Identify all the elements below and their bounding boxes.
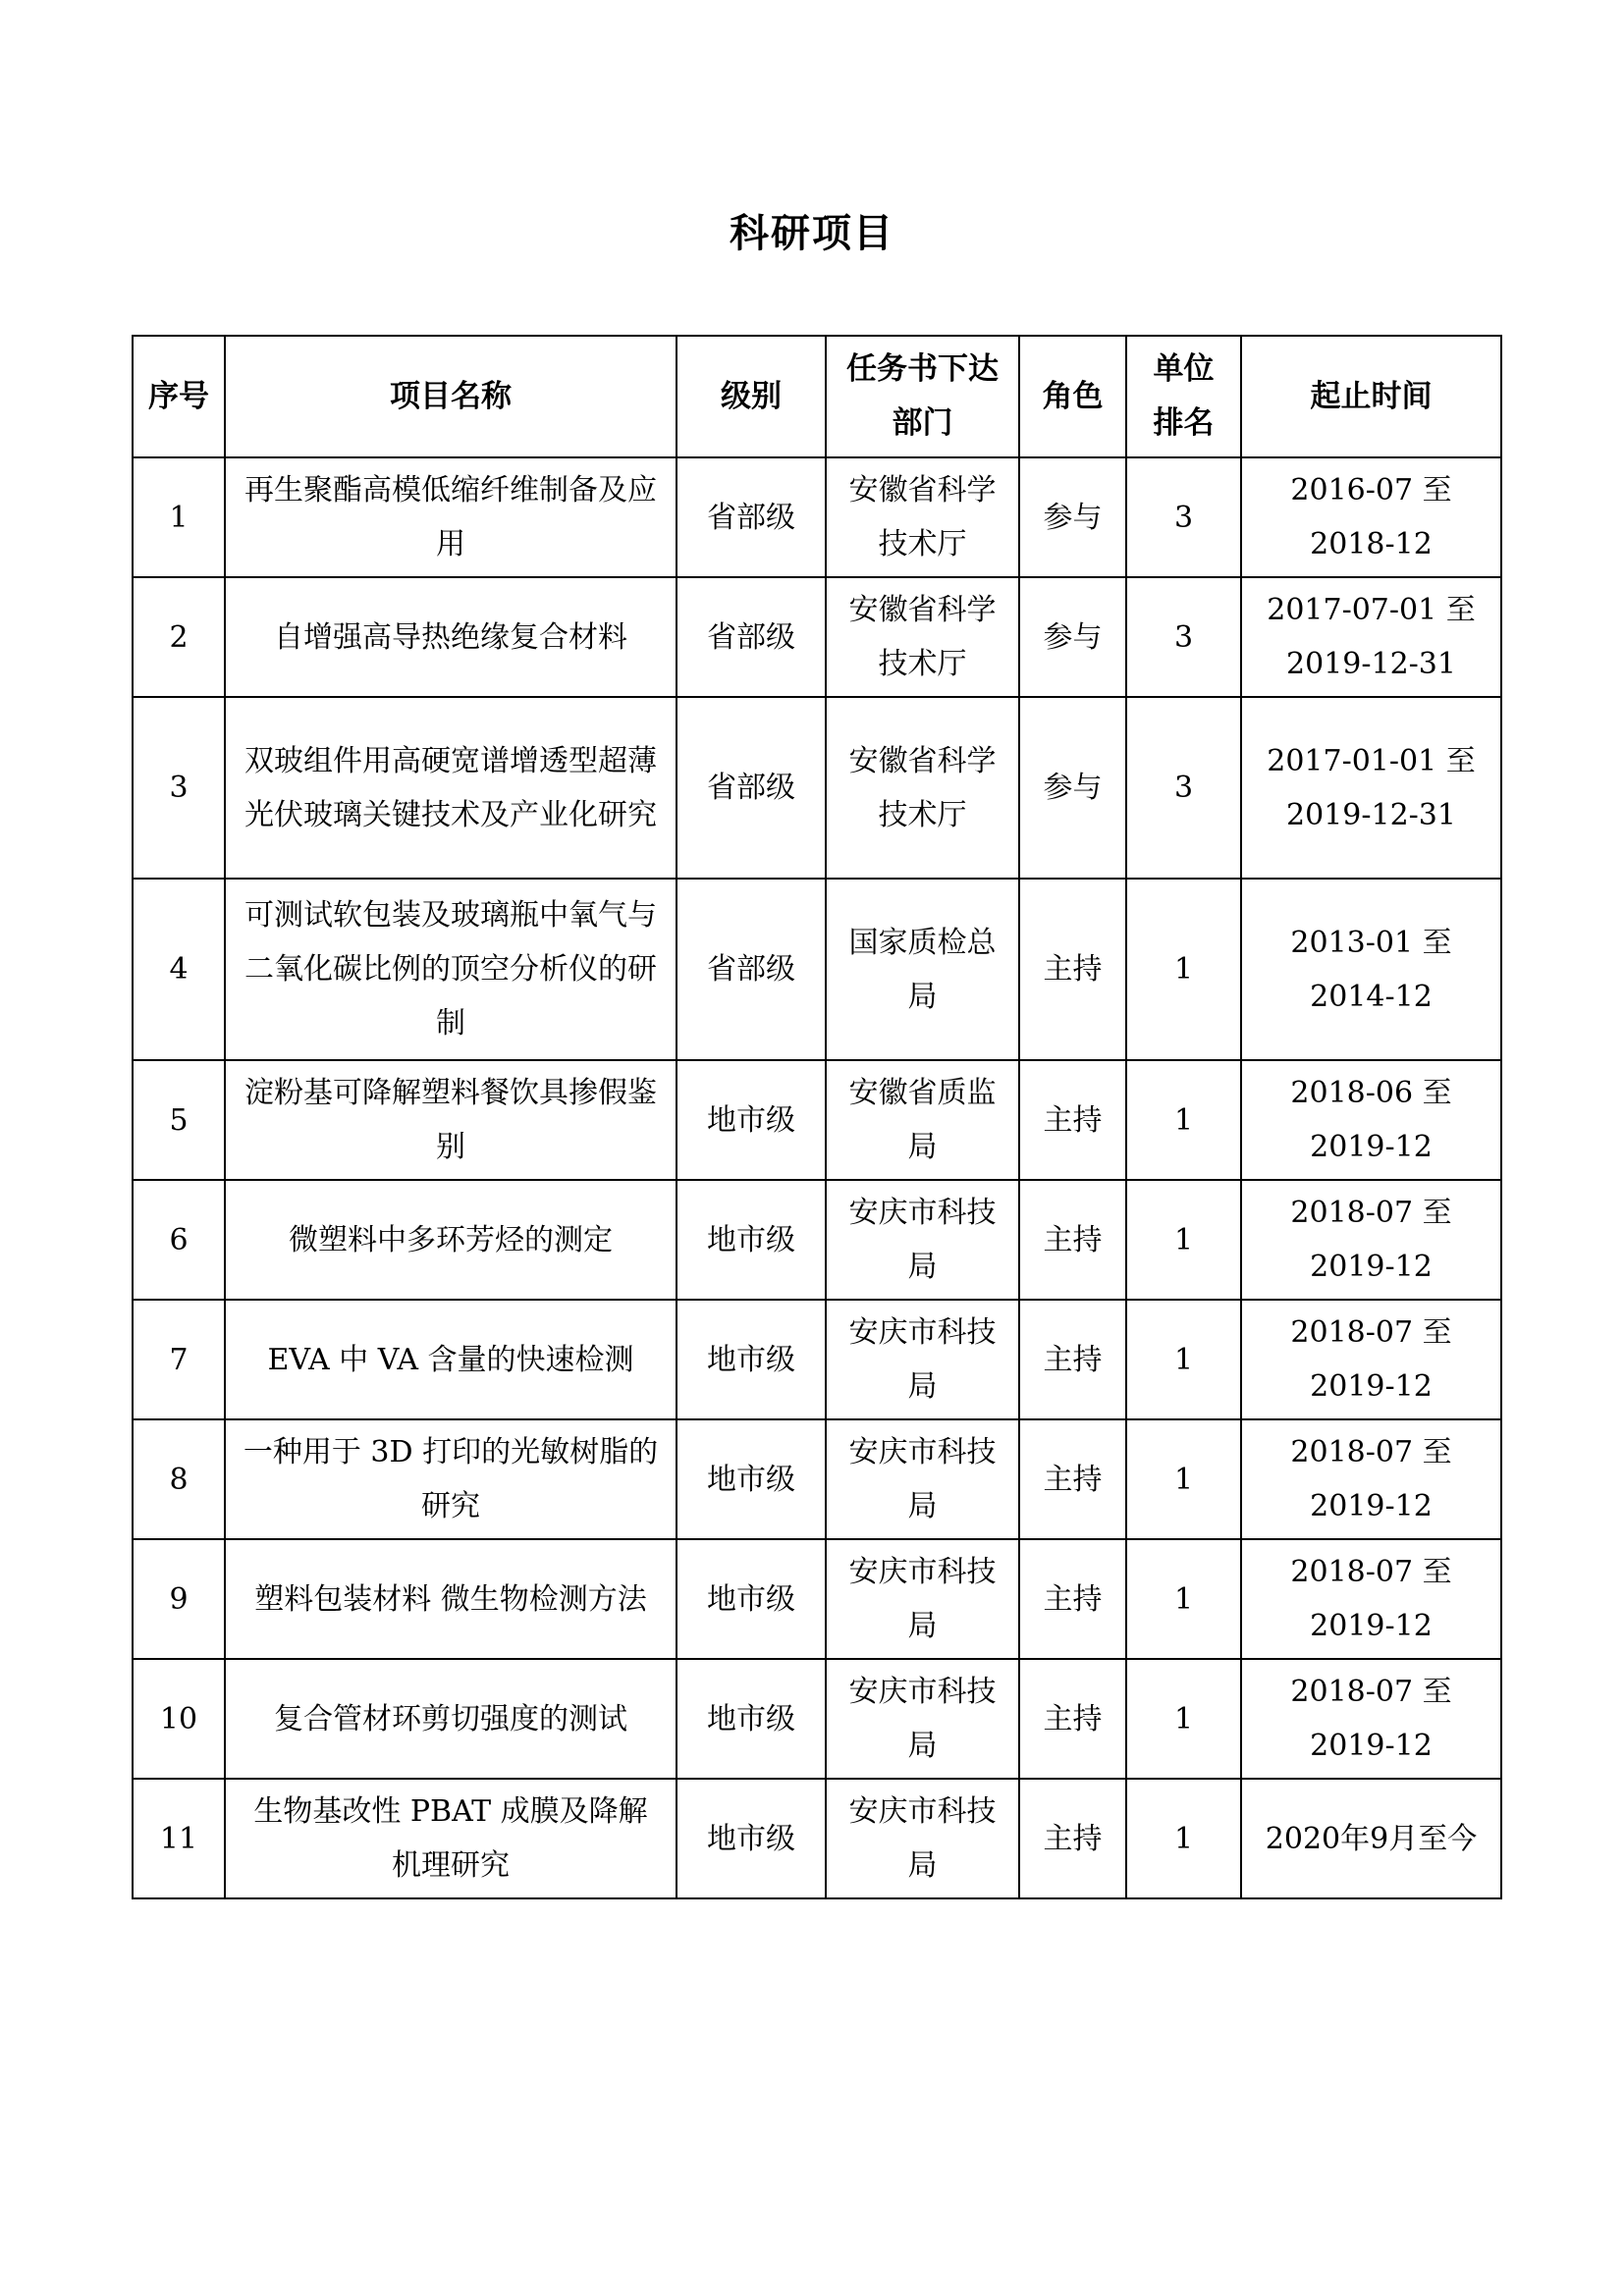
cell-seq: 7 [133,1300,225,1419]
cell-role: 主持 [1019,1060,1126,1180]
cell-rank: 1 [1126,1539,1241,1659]
cell-department: 安庆市科技局 [826,1779,1019,1898]
table-row [133,879,1501,1060]
cell-rank: 1 [1126,1419,1241,1539]
cell-project-name: EVA 中 VA 含量的快速检测 [225,1300,677,1419]
cell-period: 2016-07 至 2018-12 [1241,457,1501,577]
cell-department: 安庆市科技局 [826,1419,1019,1539]
cell-seq: 3 [133,697,225,879]
research-projects-table [132,335,1502,1899]
header-rank: 单位排名 [1126,336,1241,457]
cell-seq: 5 [133,1060,225,1180]
cell-level: 地市级 [677,1300,826,1419]
cell-rank: 1 [1126,879,1241,1060]
cell-period: 2017-01-01 至 2019-12-31 [1241,697,1501,879]
cell-department: 安庆市科技局 [826,1300,1019,1419]
cell-project-name: 塑料包装材料 微生物检测方法 [225,1539,677,1659]
cell-level: 省部级 [677,879,826,1060]
table-row [133,697,1501,879]
cell-role: 参与 [1019,457,1126,577]
table-row [133,1779,1501,1898]
cell-rank: 1 [1126,1060,1241,1180]
cell-period: 2018-07 至 2019-12 [1241,1419,1501,1539]
cell-project-name: 生物基改性 PBAT 成膜及降解机理研究 [225,1779,677,1898]
cell-role: 主持 [1019,879,1126,1060]
table-row [133,1180,1501,1300]
cell-project-name: 自增强高导热绝缘复合材料 [225,577,677,697]
cell-rank: 3 [1126,577,1241,697]
cell-project-name: 淀粉基可降解塑料餐饮具掺假鉴别 [225,1060,677,1180]
cell-period: 2017-07-01 至 2019-12-31 [1241,577,1501,697]
cell-seq: 2 [133,577,225,697]
cell-period: 2018-07 至 2019-12 [1241,1300,1501,1419]
table-row [133,1300,1501,1419]
cell-level: 省部级 [677,577,826,697]
cell-rank: 1 [1126,1180,1241,1300]
cell-role: 主持 [1019,1659,1126,1779]
cell-level: 省部级 [677,457,826,577]
table-row [133,457,1501,577]
cell-role: 主持 [1019,1300,1126,1419]
cell-role: 主持 [1019,1180,1126,1300]
cell-role: 参与 [1019,577,1126,697]
cell-project-name: 双玻组件用高硬宽谱增透型超薄光伏玻璃关键技术及产业化研究 [225,697,677,879]
cell-role: 主持 [1019,1419,1126,1539]
cell-seq: 11 [133,1779,225,1898]
cell-department: 安徽省质监局 [826,1060,1019,1180]
header-department: 任务书下达部门 [826,336,1019,457]
cell-period: 2020年9月至今 [1241,1779,1501,1898]
cell-period: 2018-07 至 2019-12 [1241,1180,1501,1300]
cell-rank: 1 [1126,1779,1241,1898]
table-row [133,1539,1501,1659]
cell-seq: 10 [133,1659,225,1779]
cell-period: 2018-07 至 2019-12 [1241,1539,1501,1659]
cell-department: 安庆市科技局 [826,1659,1019,1779]
header-role: 角色 [1019,336,1126,457]
table-header-row [133,336,1501,457]
header-project-name: 项目名称 [225,336,677,457]
cell-rank: 1 [1126,1659,1241,1779]
cell-department: 国家质检总局 [826,879,1019,1060]
cell-project-name: 复合管材环剪切强度的测试 [225,1659,677,1779]
cell-seq: 1 [133,457,225,577]
cell-project-name: 微塑料中多环芳烃的测定 [225,1180,677,1300]
cell-project-name: 可测试软包装及玻璃瓶中氧气与二氧化碳比例的顶空分析仪的研制 [225,879,677,1060]
cell-rank: 3 [1126,457,1241,577]
header-seq: 序号 [133,336,225,457]
table-row [133,1060,1501,1180]
cell-project-name: 一种用于 3D 打印的光敏树脂的研究 [225,1419,677,1539]
cell-seq: 6 [133,1180,225,1300]
cell-level: 地市级 [677,1180,826,1300]
cell-role: 参与 [1019,697,1126,879]
cell-period: 2013-01 至 2014-12 [1241,879,1501,1060]
cell-department: 安徽省科学技术厅 [826,457,1019,577]
cell-level: 地市级 [677,1539,826,1659]
cell-level: 地市级 [677,1060,826,1180]
cell-seq: 9 [133,1539,225,1659]
cell-rank: 1 [1126,1300,1241,1419]
cell-role: 主持 [1019,1539,1126,1659]
header-period: 起止时间 [1241,336,1501,457]
cell-role: 主持 [1019,1779,1126,1898]
cell-department: 安徽省科学技术厅 [826,697,1019,879]
table-row [133,577,1501,697]
cell-level: 省部级 [677,697,826,879]
header-level: 级别 [677,336,826,457]
page-title: 科研项目 [730,211,894,256]
cell-period: 2018-06 至 2019-12 [1241,1060,1501,1180]
table-row [133,1659,1501,1779]
cell-seq: 4 [133,879,225,1060]
cell-level: 地市级 [677,1659,826,1779]
cell-level: 地市级 [677,1779,826,1898]
cell-level: 地市级 [677,1419,826,1539]
cell-department: 安庆市科技局 [826,1539,1019,1659]
table-row [133,1419,1501,1539]
cell-period: 2018-07 至 2019-12 [1241,1659,1501,1779]
cell-seq: 8 [133,1419,225,1539]
cell-project-name: 再生聚酯高模低缩纤维制备及应用 [225,457,677,577]
cell-department: 安徽省科学技术厅 [826,577,1019,697]
cell-department: 安庆市科技局 [826,1180,1019,1300]
cell-rank: 3 [1126,697,1241,879]
